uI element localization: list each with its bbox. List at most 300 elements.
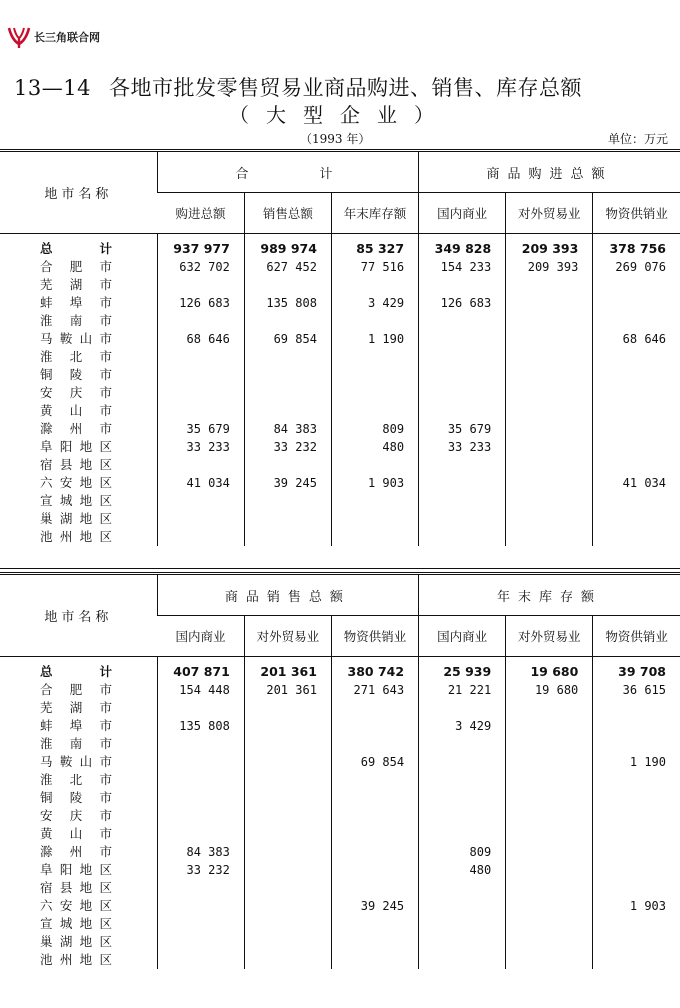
value-cell [593, 843, 680, 861]
value-cell [244, 348, 331, 366]
value-cell [157, 510, 244, 528]
value-cell [157, 933, 244, 951]
value-cell [593, 879, 680, 897]
value-cell [593, 861, 680, 879]
value-cell [331, 528, 418, 546]
value-cell [244, 510, 331, 528]
value-cell: 41 034 [593, 474, 680, 492]
value-cell [244, 753, 331, 771]
table-row [0, 789, 680, 807]
value-cell [157, 312, 244, 330]
logo-text: 长三角联合网 [34, 31, 100, 44]
region-name: 六安地区 [40, 898, 112, 913]
value-cell [244, 402, 331, 420]
value-cell [244, 915, 331, 933]
table-totals-purchases [0, 149, 680, 546]
value-cell [419, 789, 506, 807]
name-header: 地市名称 [44, 187, 113, 202]
table-row [0, 474, 680, 492]
column-header: 物资供销业 [331, 616, 418, 657]
value-cell [593, 348, 680, 366]
value-cell: 201 361 [244, 681, 331, 699]
region-name: 合肥市 [40, 682, 112, 697]
region-name: 六安地区 [40, 475, 112, 490]
value-cell [331, 951, 418, 969]
value-cell: 407 871 [157, 657, 244, 681]
value-cell [244, 951, 331, 969]
value-cell [331, 384, 418, 402]
value-cell [157, 951, 244, 969]
value-cell [331, 807, 418, 825]
value-cell [419, 735, 506, 753]
value-cell [506, 312, 593, 330]
column-header: 对外贸易业 [506, 616, 593, 657]
region-name: 池州地区 [40, 952, 112, 967]
table-row [0, 438, 680, 456]
year-label: （1993 年） [300, 132, 371, 146]
table-row [0, 402, 680, 420]
region-name: 滁州市 [40, 844, 112, 859]
value-cell [244, 897, 331, 915]
table-row [0, 510, 680, 528]
table-row [0, 384, 680, 402]
value-cell [331, 915, 418, 933]
table-row [0, 258, 680, 276]
value-cell [419, 456, 506, 474]
table-sales-inventory [0, 572, 680, 969]
value-cell [244, 879, 331, 897]
region-name: 总计 [40, 664, 112, 679]
value-cell [244, 312, 331, 330]
value-cell [506, 735, 593, 753]
value-cell [419, 951, 506, 969]
column-header: 国内商业 [175, 629, 226, 644]
value-cell [506, 789, 593, 807]
value-cell [593, 951, 680, 969]
value-cell: 33 232 [244, 438, 331, 456]
region-name: 巢湖地区 [40, 934, 112, 949]
table-row [0, 879, 680, 897]
value-cell [506, 951, 593, 969]
value-cell: 68 646 [593, 330, 680, 348]
column-header: 国内商业 [419, 193, 506, 234]
value-cell [506, 915, 593, 933]
value-cell [244, 717, 331, 735]
value-cell [244, 492, 331, 510]
region-name: 总计 [40, 241, 112, 256]
value-cell [593, 807, 680, 825]
value-cell [331, 492, 418, 510]
value-cell [419, 933, 506, 951]
region-name: 黄山市 [40, 403, 112, 418]
value-cell: 68 646 [157, 330, 244, 348]
value-cell [506, 402, 593, 420]
value-cell: 84 383 [157, 843, 244, 861]
value-cell: 809 [331, 420, 418, 438]
value-cell [244, 699, 331, 717]
value-cell [157, 771, 244, 789]
value-cell: 1 903 [331, 474, 418, 492]
value-cell [244, 807, 331, 825]
value-cell [244, 789, 331, 807]
value-cell [157, 384, 244, 402]
region-name: 宣城地区 [40, 916, 112, 931]
value-cell [506, 861, 593, 879]
value-cell [593, 456, 680, 474]
value-cell: 25 939 [419, 657, 506, 681]
value-cell [593, 438, 680, 456]
table-row [0, 897, 680, 915]
value-cell [419, 825, 506, 843]
value-cell: 35 679 [419, 420, 506, 438]
value-cell [593, 735, 680, 753]
table-row [0, 492, 680, 510]
value-cell [593, 771, 680, 789]
region-name: 滁州市 [40, 421, 112, 436]
region-name: 淮北市 [40, 349, 112, 364]
table-row [0, 861, 680, 879]
table-row [0, 735, 680, 753]
value-cell [593, 789, 680, 807]
value-cell [331, 789, 418, 807]
value-cell: 627 452 [244, 258, 331, 276]
table-row [0, 657, 680, 681]
name-header: 地市名称 [44, 610, 113, 625]
value-cell: 1 190 [593, 753, 680, 771]
value-cell [506, 456, 593, 474]
value-cell [419, 807, 506, 825]
value-cell [157, 825, 244, 843]
region-name: 铜陵市 [40, 367, 112, 382]
value-cell [157, 456, 244, 474]
table-row [0, 312, 680, 330]
value-cell [157, 492, 244, 510]
column-header: 对外贸易业 [244, 616, 331, 657]
value-cell [506, 420, 593, 438]
table-row [0, 807, 680, 825]
value-cell: 19 680 [506, 657, 593, 681]
table-row [0, 366, 680, 384]
value-cell [157, 699, 244, 717]
value-cell: 1 190 [331, 330, 418, 348]
value-cell [506, 528, 593, 546]
value-cell [419, 897, 506, 915]
region-name: 安庆市 [40, 385, 112, 400]
value-cell [419, 366, 506, 384]
value-cell [244, 528, 331, 546]
column-header: 物资供销业 [593, 193, 680, 234]
value-cell [593, 312, 680, 330]
value-cell: 126 683 [157, 294, 244, 312]
region-name: 阜阳地区 [40, 439, 112, 454]
value-cell [331, 312, 418, 330]
value-cell: 135 808 [244, 294, 331, 312]
value-cell [506, 294, 593, 312]
value-cell [506, 276, 593, 294]
value-cell [331, 456, 418, 474]
value-cell [244, 933, 331, 951]
title-number: 13—14 [14, 76, 91, 100]
value-cell: 33 233 [157, 438, 244, 456]
value-cell: 1 903 [593, 897, 680, 915]
value-cell [506, 492, 593, 510]
value-cell [506, 366, 593, 384]
value-cell: 36 615 [593, 681, 680, 699]
value-cell [419, 402, 506, 420]
table-row [0, 456, 680, 474]
value-cell [593, 699, 680, 717]
value-cell [244, 825, 331, 843]
value-cell [593, 366, 680, 384]
value-cell [331, 348, 418, 366]
value-cell [331, 276, 418, 294]
group-header: 年末库存额 [419, 574, 680, 616]
value-cell [593, 294, 680, 312]
value-cell [157, 276, 244, 294]
value-cell [593, 510, 680, 528]
value-cell: 3 429 [331, 294, 418, 312]
table-row [0, 294, 680, 312]
table-row [0, 771, 680, 789]
value-cell: 380 742 [331, 657, 418, 681]
region-name: 宿县地区 [40, 880, 112, 895]
value-cell [157, 897, 244, 915]
value-cell [331, 699, 418, 717]
value-cell: 69 854 [331, 753, 418, 771]
value-cell [593, 420, 680, 438]
value-cell: 209 393 [506, 234, 593, 258]
value-cell [506, 384, 593, 402]
column-header: 购进总额 [175, 206, 226, 221]
region-name: 淮南市 [40, 736, 112, 751]
value-cell [244, 843, 331, 861]
value-cell: 480 [419, 861, 506, 879]
value-cell: 201 361 [244, 657, 331, 681]
value-cell [593, 402, 680, 420]
value-cell [593, 915, 680, 933]
region-name: 安庆市 [40, 808, 112, 823]
value-cell [157, 348, 244, 366]
table-row [0, 699, 680, 717]
value-cell [331, 933, 418, 951]
value-cell [331, 843, 418, 861]
value-cell [593, 384, 680, 402]
table-row [0, 681, 680, 699]
value-cell [506, 771, 593, 789]
value-cell [419, 528, 506, 546]
value-cell [419, 348, 506, 366]
value-cell [506, 699, 593, 717]
group-header: 合 计 [157, 151, 418, 193]
value-cell [331, 771, 418, 789]
value-cell [244, 771, 331, 789]
value-cell [157, 528, 244, 546]
value-cell: 33 232 [157, 861, 244, 879]
region-name: 淮北市 [40, 772, 112, 787]
value-cell [419, 312, 506, 330]
value-cell [419, 276, 506, 294]
value-cell: 271 643 [331, 681, 418, 699]
value-cell [419, 474, 506, 492]
value-cell: 349 828 [419, 234, 506, 258]
value-cell [593, 933, 680, 951]
value-cell: 3 429 [419, 717, 506, 735]
value-cell [506, 753, 593, 771]
value-cell [331, 717, 418, 735]
value-cell [593, 492, 680, 510]
group-header: 商品购进总额 [419, 151, 680, 193]
value-cell: 135 808 [157, 717, 244, 735]
value-cell [244, 735, 331, 753]
region-name: 阜阳地区 [40, 862, 112, 877]
value-cell: 154 448 [157, 681, 244, 699]
column-header: 国内商业 [419, 616, 506, 657]
value-cell [506, 438, 593, 456]
page-subtitle: （大型企业） [229, 103, 451, 127]
page-title [14, 72, 582, 102]
value-cell [593, 276, 680, 294]
value-cell [157, 366, 244, 384]
value-cell [331, 879, 418, 897]
value-cell [593, 717, 680, 735]
value-cell [506, 348, 593, 366]
logo-icon [6, 24, 32, 50]
value-cell [244, 384, 331, 402]
value-cell: 126 683 [419, 294, 506, 312]
value-cell: 69 854 [244, 330, 331, 348]
table-row [0, 951, 680, 969]
value-cell: 19 680 [506, 681, 593, 699]
value-cell [331, 402, 418, 420]
value-cell [506, 474, 593, 492]
group-header: 商品销售总额 [157, 574, 418, 616]
value-cell: 39 245 [244, 474, 331, 492]
column-header: 对外贸易业 [506, 193, 593, 234]
table-row [0, 420, 680, 438]
table-row [0, 843, 680, 861]
region-name: 宿县地区 [40, 457, 112, 472]
value-cell [331, 825, 418, 843]
value-cell: 85 327 [331, 234, 418, 258]
value-cell: 39 708 [593, 657, 680, 681]
value-cell [506, 933, 593, 951]
column-header: 年末库存额 [331, 193, 418, 234]
value-cell [157, 402, 244, 420]
table-row [0, 717, 680, 735]
value-cell [157, 807, 244, 825]
value-cell [244, 366, 331, 384]
region-name: 蚌埠市 [40, 718, 112, 733]
value-cell: 989 974 [244, 234, 331, 258]
value-cell [506, 510, 593, 528]
value-cell [419, 753, 506, 771]
table-row [0, 276, 680, 294]
value-cell [157, 735, 244, 753]
value-cell [331, 510, 418, 528]
value-cell: 41 034 [157, 474, 244, 492]
value-cell [593, 825, 680, 843]
table-row [0, 330, 680, 348]
region-name: 铜陵市 [40, 790, 112, 805]
value-cell [331, 861, 418, 879]
site-logo [6, 24, 100, 50]
value-cell [506, 330, 593, 348]
value-cell: 77 516 [331, 258, 418, 276]
value-cell [244, 276, 331, 294]
region-name: 芜湖市 [40, 277, 112, 292]
value-cell: 39 245 [331, 897, 418, 915]
value-cell [419, 879, 506, 897]
table-row [0, 915, 680, 933]
value-cell [506, 843, 593, 861]
value-cell [157, 879, 244, 897]
value-cell: 21 221 [419, 681, 506, 699]
region-name: 芜湖市 [40, 700, 112, 715]
value-cell [157, 753, 244, 771]
value-cell [506, 717, 593, 735]
value-cell: 33 233 [419, 438, 506, 456]
region-name: 合肥市 [40, 259, 112, 274]
value-cell [419, 384, 506, 402]
table-row [0, 528, 680, 546]
region-name: 马鞍山市 [40, 331, 112, 346]
region-name: 巢湖地区 [40, 511, 112, 526]
value-cell [593, 528, 680, 546]
region-name: 淮南市 [40, 313, 112, 328]
table-row [0, 933, 680, 951]
table-row [0, 753, 680, 771]
value-cell [419, 510, 506, 528]
value-cell [331, 366, 418, 384]
value-cell [419, 492, 506, 510]
value-cell [506, 807, 593, 825]
value-cell: 84 383 [244, 420, 331, 438]
value-cell [157, 915, 244, 933]
unit-label: 单位：万元 [607, 132, 668, 146]
value-cell: 154 233 [419, 258, 506, 276]
value-cell: 378 756 [593, 234, 680, 258]
value-cell: 480 [331, 438, 418, 456]
value-cell [419, 699, 506, 717]
table-row [0, 348, 680, 366]
value-cell [157, 789, 244, 807]
column-header: 物资供销业 [593, 616, 680, 657]
value-cell: 209 393 [506, 258, 593, 276]
table-row [0, 825, 680, 843]
value-cell [506, 825, 593, 843]
value-cell [419, 771, 506, 789]
value-cell [244, 456, 331, 474]
value-cell [419, 330, 506, 348]
value-cell: 35 679 [157, 420, 244, 438]
region-name: 黄山市 [40, 826, 112, 841]
value-cell [506, 897, 593, 915]
value-cell [331, 735, 418, 753]
value-cell: 269 076 [593, 258, 680, 276]
section-divider [0, 568, 680, 569]
value-cell [244, 861, 331, 879]
region-name: 马鞍山市 [40, 754, 112, 769]
region-name: 宣城地区 [40, 493, 112, 508]
title-text: 各地市批发零售贸易业商品购进、销售、库存总额 [108, 76, 582, 100]
region-name: 蚌埠市 [40, 295, 112, 310]
value-cell: 937 977 [157, 234, 244, 258]
table-row [0, 234, 680, 258]
value-cell: 809 [419, 843, 506, 861]
value-cell [419, 915, 506, 933]
column-header: 销售总额 [244, 193, 331, 234]
region-name: 池州地区 [40, 529, 112, 544]
